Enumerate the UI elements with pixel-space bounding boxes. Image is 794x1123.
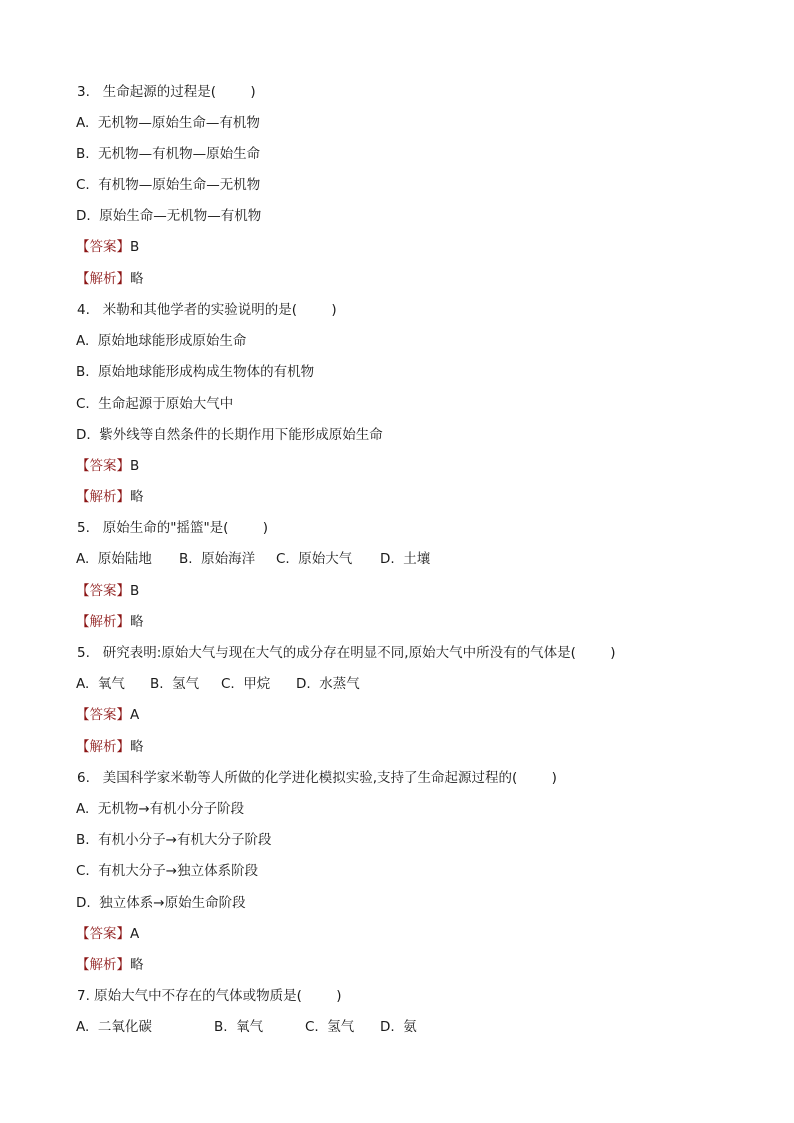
options-row	[76, 550, 430, 568]
analysis-tag: 【解析】	[76, 614, 130, 630]
analysis-value: 略	[130, 614, 144, 630]
option-a: A. 氧气	[76, 676, 125, 692]
answer-tag: 【答案】	[76, 707, 130, 723]
option-b: B. 无机物—有机物—原始生命	[76, 146, 261, 162]
option-b: B. 原始海洋	[179, 551, 256, 567]
analysis-value: 略	[130, 271, 144, 287]
question-stem: 5. 原始生命的"摇篮"是( )	[77, 520, 269, 536]
question-stem: 6. 美国科学家米勒等人所做的化学进化模拟实验,支持了生命起源过程的( )	[77, 770, 557, 786]
answer-tag: 【答案】	[76, 239, 130, 255]
option-d: D. 独立体系→原始生命阶段	[76, 895, 246, 911]
answer-line	[76, 457, 139, 475]
option-d: D. 氨	[380, 1019, 417, 1035]
option-d: D. 水蒸气	[296, 676, 360, 692]
analysis-tag: 【解析】	[76, 271, 130, 287]
option-b: B. 有机小分子→有机大分子阶段	[76, 832, 272, 848]
answer-tag: 【答案】	[76, 458, 130, 474]
analysis-line	[76, 488, 144, 506]
question-stem: 4. 米勒和其他学者的实验说明的是( )	[77, 302, 337, 318]
analysis-value: 略	[130, 489, 144, 505]
option-a: A. 原始陆地	[76, 551, 152, 567]
analysis-line	[76, 738, 144, 756]
question-stem: 5. 研究表明:原始大气与现在大气的成分存在明显不同,原始大气中所没有的气体是( )	[77, 645, 616, 661]
analysis-line	[76, 270, 144, 288]
analysis-tag: 【解析】	[76, 739, 130, 755]
answer-value: A	[130, 926, 140, 942]
option-c: C. 有机大分子→独立体系阶段	[76, 863, 259, 879]
analysis-tag: 【解析】	[76, 489, 130, 505]
answer-value: A	[130, 707, 140, 723]
answer-line	[76, 238, 139, 256]
option-a: A. 无机物→有机小分子阶段	[76, 801, 245, 817]
answer-tag: 【答案】	[76, 926, 130, 942]
answer-line	[76, 582, 139, 600]
answer-tag: 【答案】	[76, 583, 130, 599]
analysis-line	[76, 613, 144, 631]
option-a: A. 二氧化碳	[76, 1019, 152, 1035]
analysis-line	[76, 956, 144, 974]
answer-value: B	[130, 583, 140, 599]
option-c: C. 氢气	[305, 1019, 355, 1035]
option-b: B. 氧气	[214, 1019, 264, 1035]
options-row	[76, 1018, 417, 1036]
question-stem: 7. 原始大气中不存在的气体或物质是( )	[77, 988, 342, 1004]
option-b: B. 氢气	[150, 676, 200, 692]
option-c: C. 有机物—原始生命—无机物	[76, 177, 261, 193]
question-stem: 3. 生命起源的过程是( )	[77, 84, 256, 100]
answer-line	[76, 925, 139, 943]
options-row	[76, 675, 360, 693]
analysis-tag: 【解析】	[76, 957, 130, 973]
option-c: C. 甲烷	[221, 676, 271, 692]
option-a: A. 无机物—原始生命—有机物	[76, 115, 260, 131]
option-a: A. 原始地球能形成原始生命	[76, 333, 247, 349]
option-c: C. 生命起源于原始大气中	[76, 396, 234, 412]
answer-line	[76, 706, 139, 724]
analysis-value: 略	[130, 957, 144, 973]
option-d: D. 土壤	[380, 551, 431, 567]
analysis-value: 略	[130, 739, 144, 755]
option-d: D. 紫外线等自然条件的长期作用下能形成原始生命	[76, 427, 383, 443]
option-c: C. 原始大气	[276, 551, 353, 567]
answer-value: B	[130, 239, 140, 255]
option-d: D. 原始生命—无机物—有机物	[76, 208, 262, 224]
option-b: B. 原始地球能形成构成生物体的有机物	[76, 364, 315, 380]
answer-value: B	[130, 458, 140, 474]
